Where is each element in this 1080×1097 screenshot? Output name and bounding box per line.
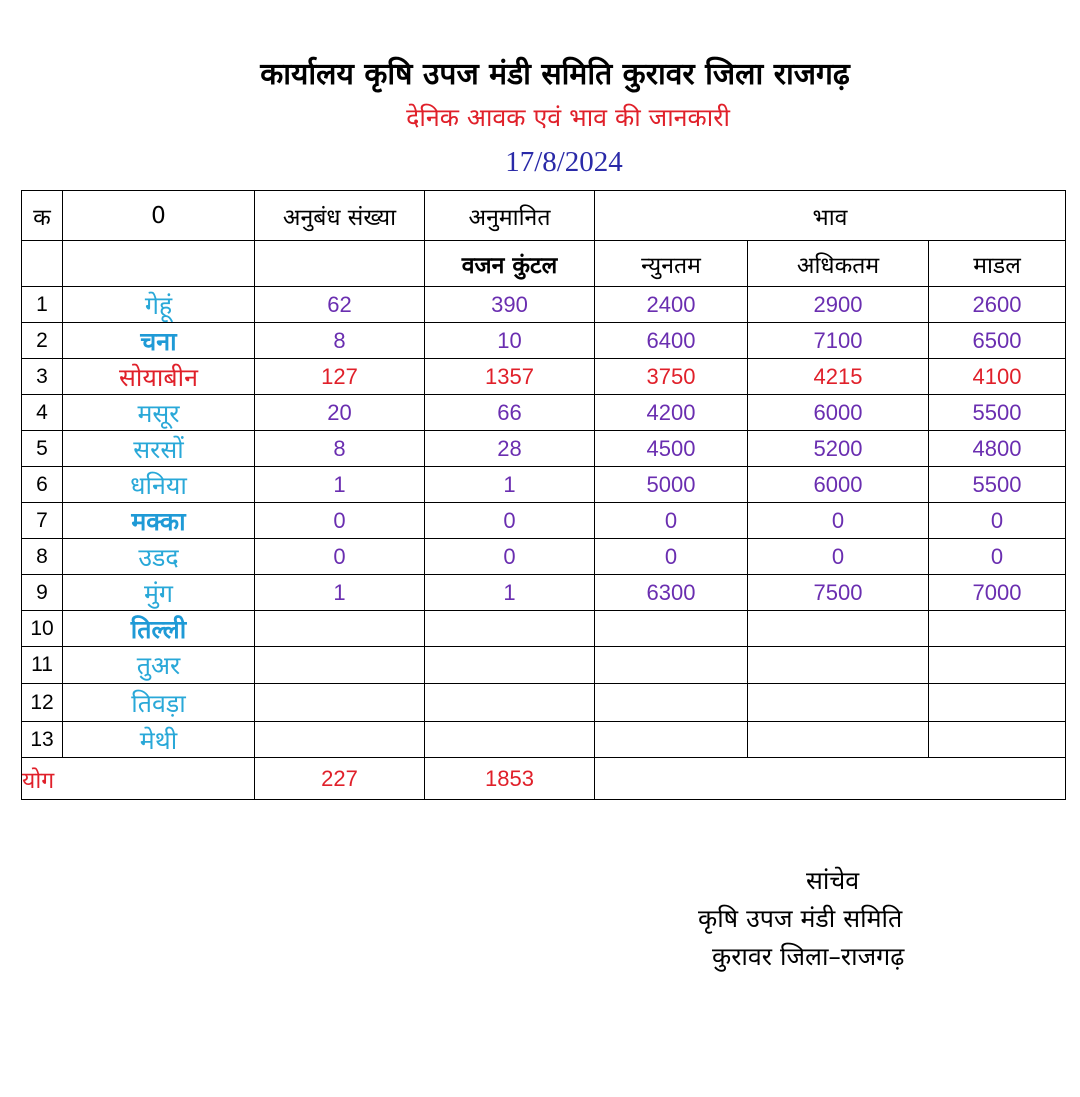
row-min: 0 (595, 503, 748, 539)
row-min: 0 (595, 539, 748, 575)
row-crop: मक्का (63, 503, 255, 539)
row-max: 6000 (748, 467, 929, 503)
row-model: 4100 (929, 359, 1066, 395)
row-min: 5000 (595, 467, 748, 503)
table-row (22, 467, 1066, 503)
row-weight: 28 (425, 431, 595, 467)
header-serial: क (22, 191, 63, 241)
row-model (929, 611, 1066, 647)
row-serial: 8 (22, 539, 63, 575)
row-crop: उडद (63, 539, 255, 575)
row-contracts: 1 (255, 575, 425, 611)
row-contracts: 8 (255, 323, 425, 359)
row-crop: तुअर (63, 647, 255, 684)
row-serial: 4 (22, 395, 63, 431)
row-serial: 9 (22, 575, 63, 611)
signature-organization: कृषि उपज मंडी समिति (698, 904, 903, 933)
row-contracts: 0 (255, 503, 425, 539)
row-contracts (255, 647, 425, 684)
header-max-price: अधिकतम (748, 241, 929, 287)
row-contracts: 62 (255, 287, 425, 323)
table-row (22, 359, 1066, 395)
row-model: 7000 (929, 575, 1066, 611)
row-contracts: 1 (255, 467, 425, 503)
row-weight (425, 684, 595, 722)
table-row (22, 287, 1066, 323)
row-crop: धनिया (63, 467, 255, 503)
header-blank (22, 241, 63, 287)
row-contracts (255, 611, 425, 647)
report-date: 17/8/2024 (505, 146, 623, 178)
row-min: 3750 (595, 359, 748, 395)
row-weight (425, 722, 595, 758)
row-serial: 3 (22, 359, 63, 395)
row-min (595, 647, 748, 684)
row-min: 4500 (595, 431, 748, 467)
header-estimated: अनुमानित (425, 191, 595, 241)
signature-designation: सांचेव (806, 866, 860, 895)
row-contracts: 127 (255, 359, 425, 395)
table-row (22, 611, 1066, 647)
row-crop: चना (63, 323, 255, 359)
row-min: 2400 (595, 287, 748, 323)
row-model (929, 722, 1066, 758)
row-contracts: 8 (255, 431, 425, 467)
row-max (748, 684, 929, 722)
row-crop: सरसों (63, 431, 255, 467)
row-model: 5500 (929, 395, 1066, 431)
signature-block (698, 862, 904, 976)
header-min-price: न्युनतम (595, 241, 748, 287)
row-max: 7100 (748, 323, 929, 359)
row-min: 6400 (595, 323, 748, 359)
row-contracts (255, 722, 425, 758)
row-max (748, 722, 929, 758)
row-max: 5200 (748, 431, 929, 467)
header-blank (63, 241, 255, 287)
row-model: 6500 (929, 323, 1066, 359)
row-min: 4200 (595, 395, 748, 431)
total-blank (595, 758, 1066, 800)
row-min: 6300 (595, 575, 748, 611)
row-model: 0 (929, 539, 1066, 575)
row-serial: 11 (22, 647, 63, 684)
table-row (22, 684, 1066, 722)
row-serial: 6 (22, 467, 63, 503)
row-min (595, 611, 748, 647)
row-contracts (255, 684, 425, 722)
total-row (22, 758, 1066, 800)
table-row (22, 431, 1066, 467)
row-serial: 5 (22, 431, 63, 467)
row-contracts: 0 (255, 539, 425, 575)
header-price: भाव (595, 191, 1066, 241)
table-row (22, 647, 1066, 684)
office-title: कार्यालय कृषि उपज मंडी समिति कुरावर जिला राजगढ़ (260, 57, 850, 92)
table-row (22, 575, 1066, 611)
row-serial: 10 (22, 611, 63, 647)
total-label: योग (22, 758, 255, 800)
row-weight: 10 (425, 323, 595, 359)
row-weight: 1 (425, 575, 595, 611)
row-weight: 1 (425, 467, 595, 503)
row-weight: 0 (425, 539, 595, 575)
row-max: 7500 (748, 575, 929, 611)
row-max (748, 611, 929, 647)
header-weight-quintal: वजन कुंटल (425, 241, 595, 287)
row-max: 4215 (748, 359, 929, 395)
table-row (22, 503, 1066, 539)
row-weight: 66 (425, 395, 595, 431)
row-crop: मेथी (63, 722, 255, 758)
row-serial: 1 (22, 287, 63, 323)
total-contracts: 227 (255, 758, 425, 800)
row-serial: 2 (22, 323, 63, 359)
table-row (22, 539, 1066, 575)
row-weight: 1357 (425, 359, 595, 395)
table-row (22, 722, 1066, 758)
row-max (748, 647, 929, 684)
row-crop: गेहूं (63, 287, 255, 323)
row-crop: सोयाबीन (63, 359, 255, 395)
row-model (929, 647, 1066, 684)
row-model: 0 (929, 503, 1066, 539)
row-weight: 0 (425, 503, 595, 539)
row-crop: तिल्ली (63, 611, 255, 647)
table-row (22, 395, 1066, 431)
total-weight: 1853 (425, 758, 595, 800)
row-model: 2600 (929, 287, 1066, 323)
header-contracts: अनुबंध संख्या (255, 191, 425, 241)
row-crop: मसूर (63, 395, 255, 431)
row-crop: मुंग (63, 575, 255, 611)
row-serial: 7 (22, 503, 63, 539)
signature-location: कुरावर जिला–राजगढ़ (712, 942, 905, 971)
row-min (595, 722, 748, 758)
row-max: 6000 (748, 395, 929, 431)
row-contracts: 20 (255, 395, 425, 431)
row-model: 4800 (929, 431, 1066, 467)
report-subtitle: देनिक आवक एवं भाव की जानकारी (406, 103, 730, 132)
row-serial: 12 (22, 684, 63, 722)
row-weight (425, 611, 595, 647)
header-crop: 0 (63, 191, 255, 241)
row-serial: 13 (22, 722, 63, 758)
header-model-price: माडल (929, 241, 1066, 287)
row-max: 0 (748, 539, 929, 575)
row-max: 2900 (748, 287, 929, 323)
table-row (22, 323, 1066, 359)
row-crop: तिवड़ा (63, 684, 255, 722)
row-weight (425, 647, 595, 684)
row-weight: 390 (425, 287, 595, 323)
row-model (929, 684, 1066, 722)
header-blank (255, 241, 425, 287)
arrivals-price-table (21, 190, 1066, 800)
row-model: 5500 (929, 467, 1066, 503)
row-min (595, 684, 748, 722)
row-max: 0 (748, 503, 929, 539)
